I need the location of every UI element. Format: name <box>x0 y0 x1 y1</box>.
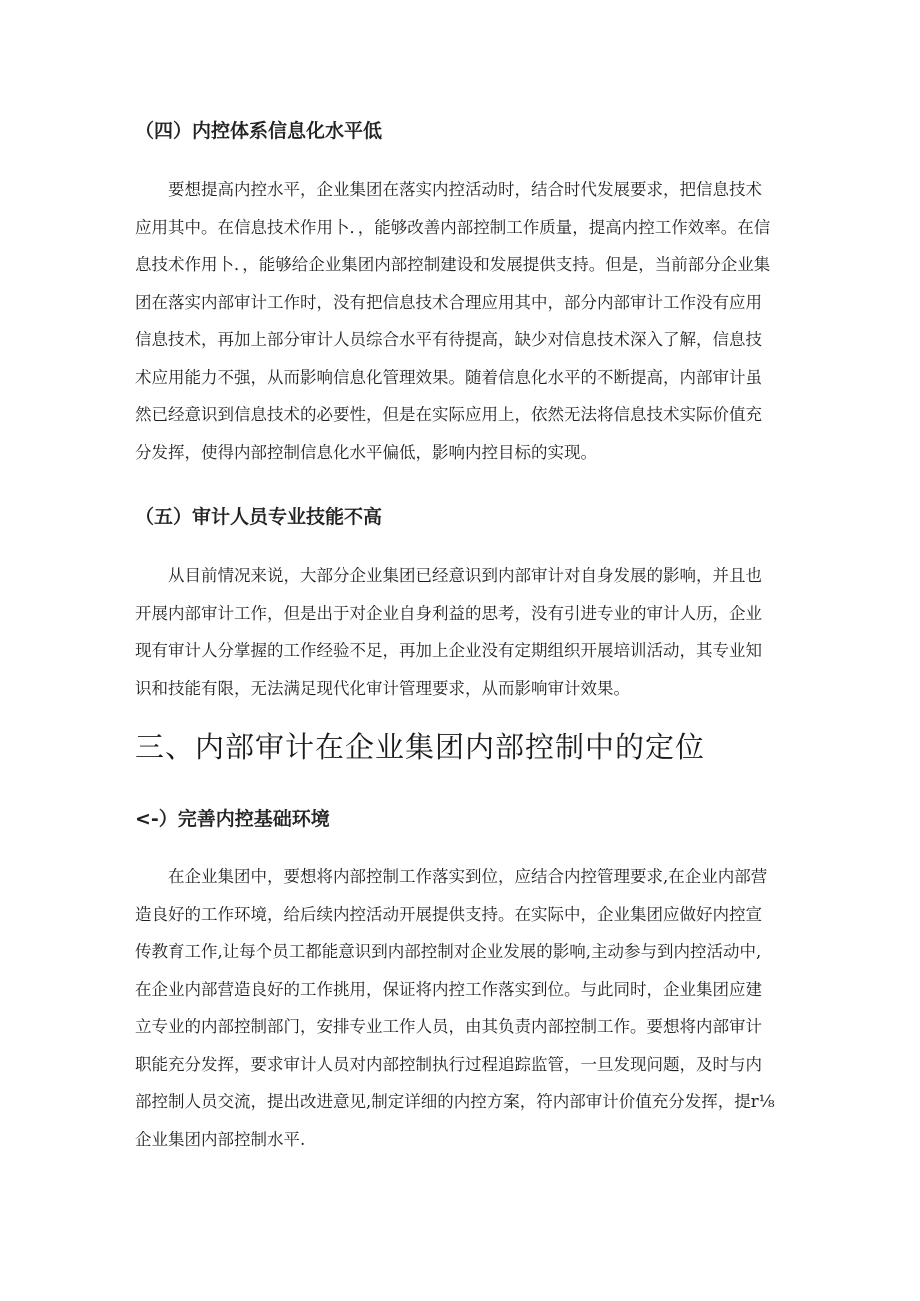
section-heading-5: （五）审计人员专业技能不高 <box>135 506 383 528</box>
paragraph-control-environment <box>135 858 785 1158</box>
text-line: 应用其中。在信息技术作用卜．，能够改善内部控制工作质量，提高内控工作效率。在信 <box>135 217 771 237</box>
text-line: 分发挥，使得内部控制信息化水平偏低，影响内控目标的实现。 <box>135 442 597 462</box>
text-line: 现有审计人分掌握的工作经验不足，再加上企业没有定期组织开展培训活动，其专业知 <box>135 641 762 660</box>
text-line: 企业集团内部控制水平. <box>135 1129 306 1149</box>
text-line: 在企业内部营造良好的工作挑用，保证将内控工作落实到位。与此同时，企业集团应建 <box>135 979 762 999</box>
text-line: 识和技能有限，无法满足现代化审计管理要求，从而影响审计效果。 <box>135 678 630 698</box>
text-line: 开展内部审计工作，但是出于对企业自身利益的思考，没有引进专业的审计人历，企业 <box>135 603 762 623</box>
text-line: 团在落实内部审计工作时，没有把信息技术合理应用其中，部分内部审计工作没有应用 <box>135 292 762 312</box>
section-heading-1: <-）完善内控基础环境 <box>135 808 330 830</box>
paragraph-auditor-skills <box>135 557 785 707</box>
text-line: 术应用能力不强，从而影响信息化管理效果。随着信息化水平的不断提高，内部审计虽 <box>135 367 762 387</box>
chapter-title-3: 三、内部审计在企业集团内部控制中的定位 <box>135 730 706 764</box>
text-line: 部控制人员交流，提出改进意见,制定详细的内控方案，符内部审计价值充分发挥，提r⅛ <box>135 1092 775 1111</box>
text-line: 传教育工作,让每个员工都能意识到内部控制对企业发展的影响,主动参与到内控活动中, <box>135 942 762 961</box>
text-line: 然已经意识到信息技术的必要性，但是在实际应用上，依然无法将信息技术实际价值充 <box>135 405 762 424</box>
text-line: 从目前情况来说，大部分企业集团已经意识到内部审计对自身发展的影响，并且也 <box>135 566 762 585</box>
paragraph-informatization <box>135 171 785 471</box>
text-line: 立专业的内部控制部门，安排专业工作人员，由其负责内部控制工作。要想将内部审计 <box>135 1017 762 1036</box>
text-line: 信息技术，再加上部分审计人员综合水平有待提高，缺少对信息技术深入了解，信息技 <box>135 330 762 349</box>
text-line: 造良好的工作环境，给后续内控活动开展提供支持。在实际中，企业集团应做好内控宣 <box>135 904 762 924</box>
text-line: 息技术作用卜．，能够给企业集团内部控制建设和发展提供支持。但是，当前部分企业集 <box>135 255 771 274</box>
text-line: 要想提高内控水平，企业集团在落实内控活动时，结合时代发展要求，把信息技术 <box>135 180 762 199</box>
text-line: 在企业集团中，要想将内部控制工作落实到位，应结合内控管理要求,在企业内部营 <box>135 867 768 886</box>
text-line: 职能充分发挥，要求审计人员对内部控制执行过程追踪监管，一旦发现问题，及时与内 <box>135 1054 762 1074</box>
section-heading-4: （四）内控体系信息化水平低 <box>135 120 383 142</box>
